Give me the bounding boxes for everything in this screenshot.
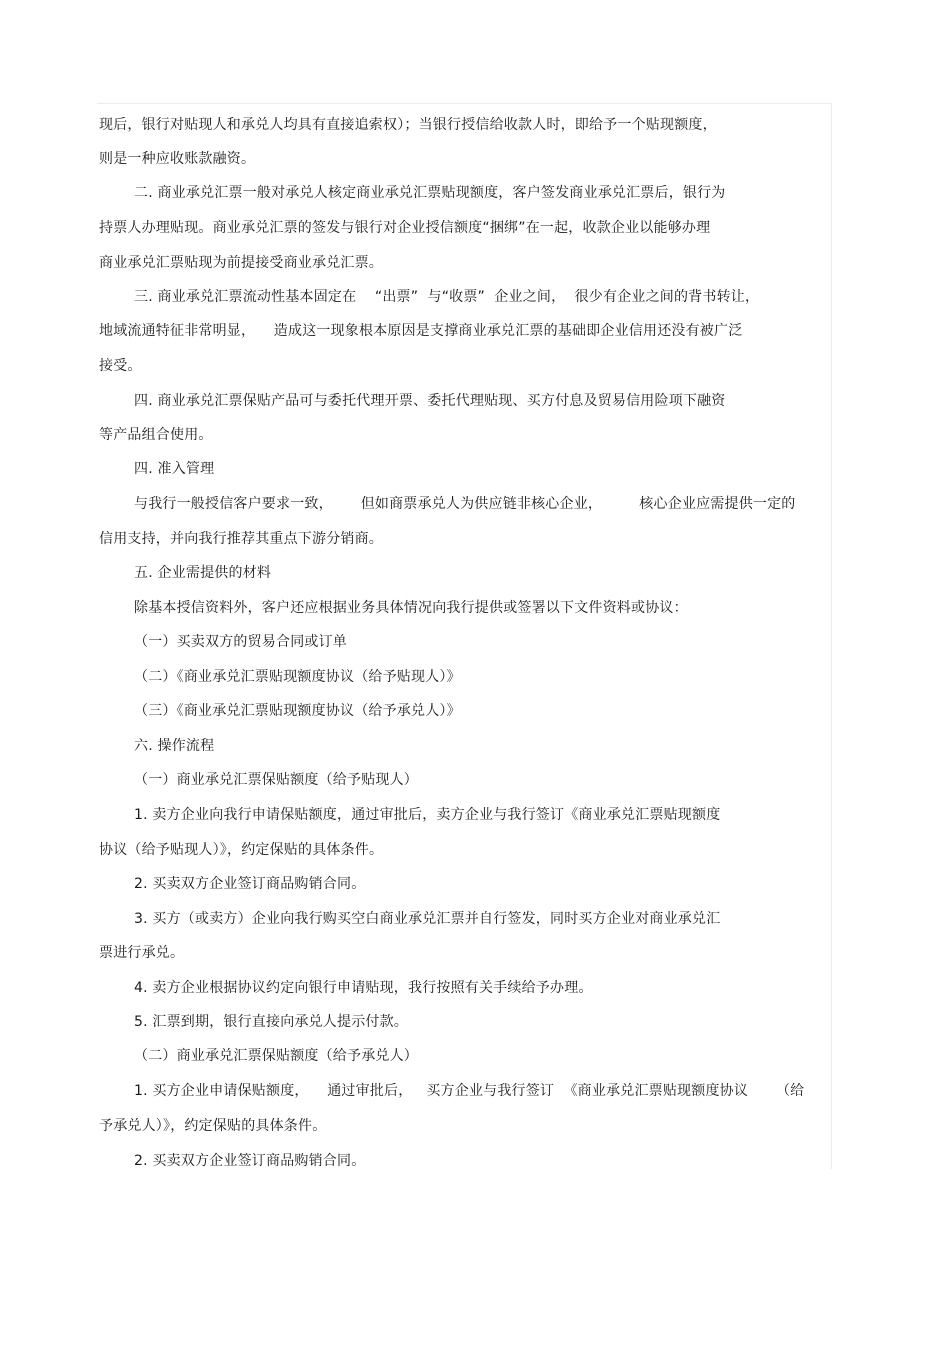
text-line: 与我行一般授信客户要求一致， 但如商票承兑人为供应链非核心企业， 核心企业应需提供一定的 [134, 496, 796, 512]
list-item: 1. 买方企业申请保贴额度， 通过审批后， 买方企业与我行签订 《商业承兑汇票贴现额度协议 （给 [134, 1083, 805, 1099]
text-line: 除基本授信资料外，客户还应根据业务具体情况向我行提供或签署以下文件资料或协议： [134, 600, 688, 616]
text-line: 则是一种应收账款融资。 [99, 151, 256, 167]
list-item: 5. 汇票到期，银行直接向承兑人提示付款。 [134, 1014, 409, 1030]
section-heading: 六. 操作流程 [134, 738, 215, 754]
section-heading: 五. 企业需提供的材料 [134, 565, 272, 581]
list-item: （三）《商业承兑汇票贴现额度协议（给予承兑人）》 [134, 703, 461, 719]
subsection-heading: （二）商业承兑汇票保贴额度（给予承兑人） [134, 1048, 418, 1064]
list-item: （一）买卖双方的贸易合同或订单 [134, 634, 347, 650]
section-heading: 四. 准入管理 [134, 461, 215, 477]
text-line: 协议（给予贴现人）》，约定保贴的具体条件。 [99, 842, 384, 858]
text-line: 地域流通特征非常明显， 造成这一现象根本原因是支撑商业承兑汇票的基础即企业信用还没有被广泛 [99, 323, 743, 339]
text-line: 持票人办理贴现。商业承兑汇票的签发与银行对企业授信额度“捆绑”在一起，收款企业以能够办理 [99, 220, 711, 236]
text-line: 予承兑人）》，约定保贴的具体条件。 [99, 1118, 327, 1134]
text-line: 接受。 [99, 358, 142, 374]
text-line: 四. 商业承兑汇票保贴产品可与委托代理开票、委托代理贴现、买方付息及贸易信用险项下融资 [134, 393, 726, 409]
text-line: 二. 商业承兑汇票一般对承兑人核定商业承兑汇票贴现额度，客户签发商业承兑汇票后，银行为 [134, 185, 726, 201]
text-line: 票进行承兑。 [99, 945, 185, 961]
subsection-heading: （一）商业承兑汇票保贴额度（给予贴现人） [134, 772, 418, 788]
text-line: 三. 商业承兑汇票流动性基本固定在 “出票” 与“收票” 企业之间， 很少有企业之间的背书转让， [134, 289, 760, 305]
text-line: 现后，银行对贴现人和承兑人均具有直接追索权）；当银行授信给收款人时，即给予一个贴现额度， [99, 117, 717, 133]
list-item: （二）《商业承兑汇票贴现额度协议（给予贴现人）》 [134, 669, 461, 685]
list-item: 1. 卖方企业向我行申请保贴额度，通过审批后，卖方企业与我行签订《商业承兑汇票贴现额度 [134, 807, 721, 823]
list-item: 4. 卖方企业根据协议约定向银行申请贴现，我行按照有关手续给予办理。 [134, 980, 593, 996]
list-item: 2. 买卖双方企业签订商品购销合同。 [134, 876, 366, 892]
text-line: 商业承兑汇票贴现为前提接受商业承兑汇票。 [99, 255, 383, 271]
list-item: 3. 买方（或卖方）企业向我行购买空白商业承兑汇票并自行签发，同时买方企业对商业承兑汇 [134, 911, 721, 927]
list-item: 2. 买卖双方企业签订商品购销合同。 [134, 1153, 366, 1169]
text-line: 信用支持，并向我行推荐其重点下游分销商。 [99, 531, 383, 547]
text-line: 等产品组合使用。 [99, 427, 213, 443]
